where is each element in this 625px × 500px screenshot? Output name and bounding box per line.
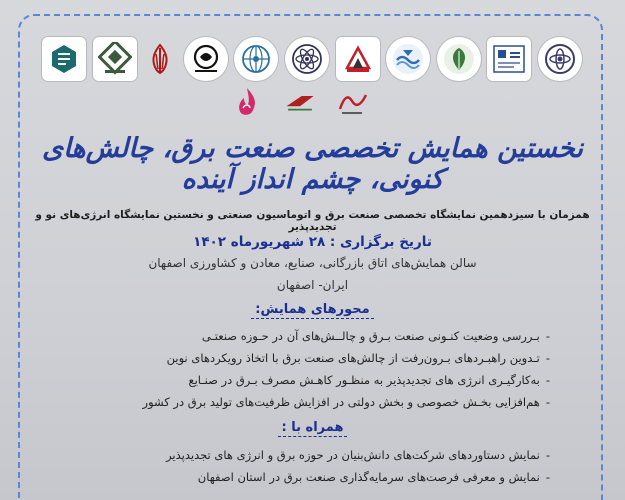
industry-logo-icon <box>487 37 531 81</box>
atom-emblem-icon <box>285 37 329 81</box>
topics-heading-text: محورهای همایش: <box>251 302 373 319</box>
sports-brand-logo-icon <box>283 85 317 119</box>
list-item-text: به‌کارگیـری انرژی های تجدیدپذیر به منظـور کاهـش مصرف بـرق در صنـایع <box>188 373 540 387</box>
partner-logos-row <box>230 84 370 120</box>
green-square-logo-icon <box>93 37 137 81</box>
poster-title: نخستین همایش تخصصی صنعت برق، چالش‌های کنونی، چشم انداز آینده <box>41 133 583 195</box>
list-item <box>60 391 550 413</box>
with-heading <box>0 420 625 435</box>
list-item-text: بـررسی وضعیت کنـونی صنعت بـرق و چالــش‌های آن در حـوزه صنعتـی <box>201 329 540 343</box>
list-item <box>60 444 550 466</box>
topics-heading <box>0 302 625 317</box>
poster-subtitle: همزمان با سیزدهمین نمایشگاه تخصصی صنعت برق و اتوماسیون صنعتی و نخستین نمایشگاه انرژی‌های نو و تجدیدپذیر <box>35 209 590 233</box>
globe-logo-icon <box>234 37 278 81</box>
green-leaf-logo-icon <box>437 37 481 81</box>
list-dash: - <box>545 373 550 387</box>
list-item <box>60 369 550 391</box>
list-item-text: هم‌افزایی بخـش خصوصی و بخش دولتی در افزایش ظرفیت‌های تولید برق در کشور <box>142 395 540 409</box>
list-item <box>60 466 550 488</box>
list-dash: - <box>545 395 550 409</box>
list-item <box>60 347 550 369</box>
list-item-text: نمایش دستاوردهای شرکت‌های دانش‌بنیان در حوزه برق و انرژی های تجدیدپذیر <box>166 448 540 462</box>
pink-flame-logo-icon <box>230 85 264 119</box>
with-heading-text: همراه با : <box>278 420 348 437</box>
sponsor-logos-row <box>42 34 582 84</box>
list-dash: - <box>545 448 550 462</box>
with-list <box>60 444 550 488</box>
list-dash: - <box>545 351 550 365</box>
atom-emblem-icon <box>538 37 582 81</box>
list-item <box>60 325 550 347</box>
event-date: تاریخ برگزاری : ۲۸ شهریورماه ۱۴۰۲ <box>193 234 432 250</box>
event-venue: سالن همایش‌های اتاق بازرگانی، صنایع، معادن و کشاورزی اصفهان <box>148 256 477 270</box>
list-dash: - <box>545 329 550 343</box>
list-dash: - <box>545 470 550 484</box>
red-script-logo-icon <box>336 85 370 119</box>
circle-text-logo-icon <box>184 37 228 81</box>
list-item-text: نمایش و معرفی فرصت‌های سرمایه‌گذاری صنعت برق در استان اصفهان <box>197 470 540 484</box>
event-city: ایران- اصفهان <box>276 278 349 292</box>
red-geometric-logo-icon <box>336 37 380 81</box>
iran-emblem-icon <box>143 42 177 76</box>
blue-wave-logo-icon <box>386 37 430 81</box>
topics-list <box>60 325 550 413</box>
teal-block-logo-icon <box>42 37 86 81</box>
list-item-text: تـدوین راهبـردهای بـرون‌رفت از چالش‌های صنعت برق با اتخاذ رویکردهای نوین <box>166 351 540 365</box>
